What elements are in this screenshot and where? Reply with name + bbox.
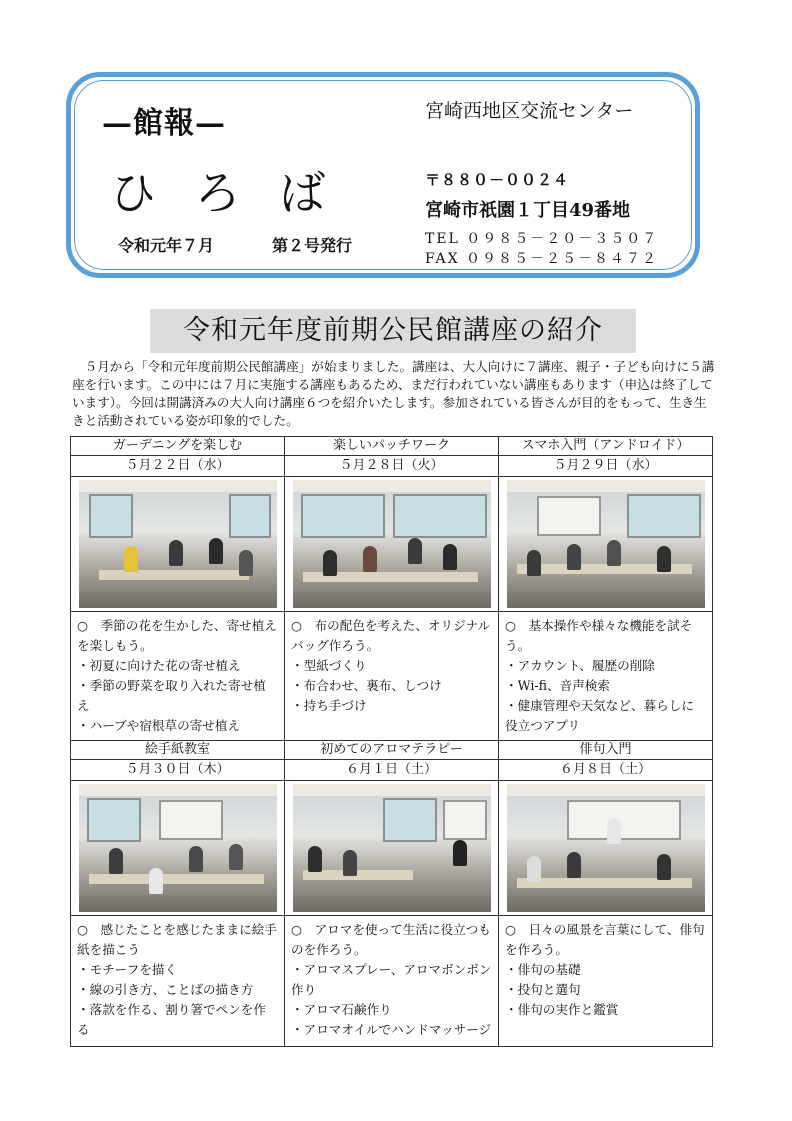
course-photo [507, 480, 705, 608]
course-description: ○ 季節の花を生かした、寄せ植えを楽しもう。 ・初夏に向けた花の寄せ植え ・季節の野菜を取り入れた寄せ植え ・ハーブや宿根草の寄せ植え [71, 612, 285, 741]
course-photo [507, 784, 705, 912]
course-description: ○ 感じたことを感じたままに絵手紙を描こう ・モチーフを描く ・線の引き方、ことばの描き方 ・落款を作る、割り箸でペンを作る [71, 916, 285, 1047]
tel-number: TEL ０９８５－２０－３５０７ [425, 231, 659, 247]
course-description: ○ 日々の風景を言葉にして、俳句を作ろう。 ・俳句の基礎 ・投句と選句 ・俳句の実作と鑑賞 [499, 916, 713, 1047]
course-photo [293, 480, 491, 608]
course-table [70, 436, 713, 1047]
postal-code: 〒８８０－００２４ [425, 171, 570, 189]
course-title: ガーデニングを楽しむ [71, 437, 285, 456]
course-title: 絵手紙教室 [71, 741, 285, 760]
course-description: ○ アロマを使って生活に役立つものを作ろう。 ・アロマスプレー、アロマボンボン作り ・アロマ石鹸作り ・アロマオイルでハンドマッサージ [285, 916, 499, 1047]
newsletter-name: ひ ろ ば [110, 166, 338, 220]
course-title: 楽しいパッチワーク [285, 437, 499, 456]
course-description: ○ 基本操作や様々な機能を試そう。 ・アカウント、履歴の削除 ・Wi-fi、音声検索 ・健康管理や天気など、暮らしに役立つアプリ [499, 612, 713, 741]
fax-number: FAX ０９８５－２５－８４７２ [425, 251, 659, 267]
course-photo [293, 784, 491, 912]
course-date: ５月２８日（火） [285, 456, 499, 477]
article-intro: ５月から「令和元年度前期公民館講座」が始まりました。講座は、大人向けに７講座、親子・子ども向けに５講座を行います。この中には７月に実施する講座もあるため、まだ行われていない講座もあります（申込は終了しています）。今回は開講済みの大人向け講座６つを紹介いたします。参加されている皆さんが目的をもって、生き生きと活動されている姿が印象的でした。 [72, 359, 715, 428]
course-photo [79, 480, 277, 608]
center-name: 宮崎西地区交流センター [425, 100, 634, 122]
course-date: ６月８日（土） [499, 760, 713, 781]
course-title: スマホ入門（アンドロイド） [499, 437, 713, 456]
course-date: ５月２２日（水） [71, 456, 285, 477]
issue-number: 第２号発行 [272, 236, 353, 255]
course-date: ５月２９日（水） [499, 456, 713, 477]
masthead: —館報— [102, 106, 226, 141]
course-photo [79, 784, 277, 912]
address: 宮崎市祇園１丁目49番地 [425, 200, 631, 221]
course-description: ○ 布の配色を考えた、オリジナルバッグ作ろう。 ・型紙づくり ・布合わせ、裏布、しつけ ・持ち手づけ [285, 612, 499, 741]
course-date: ６月１日（土） [285, 760, 499, 781]
course-title: 俳句入門 [499, 741, 713, 760]
article-title: 令和元年度前期公民館講座の紹介 [150, 309, 636, 353]
issue-date: 令和元年７月 [118, 236, 215, 255]
course-date: ５月３０日（木） [71, 760, 285, 781]
course-title: 初めてのアロマテラピー [285, 741, 499, 760]
